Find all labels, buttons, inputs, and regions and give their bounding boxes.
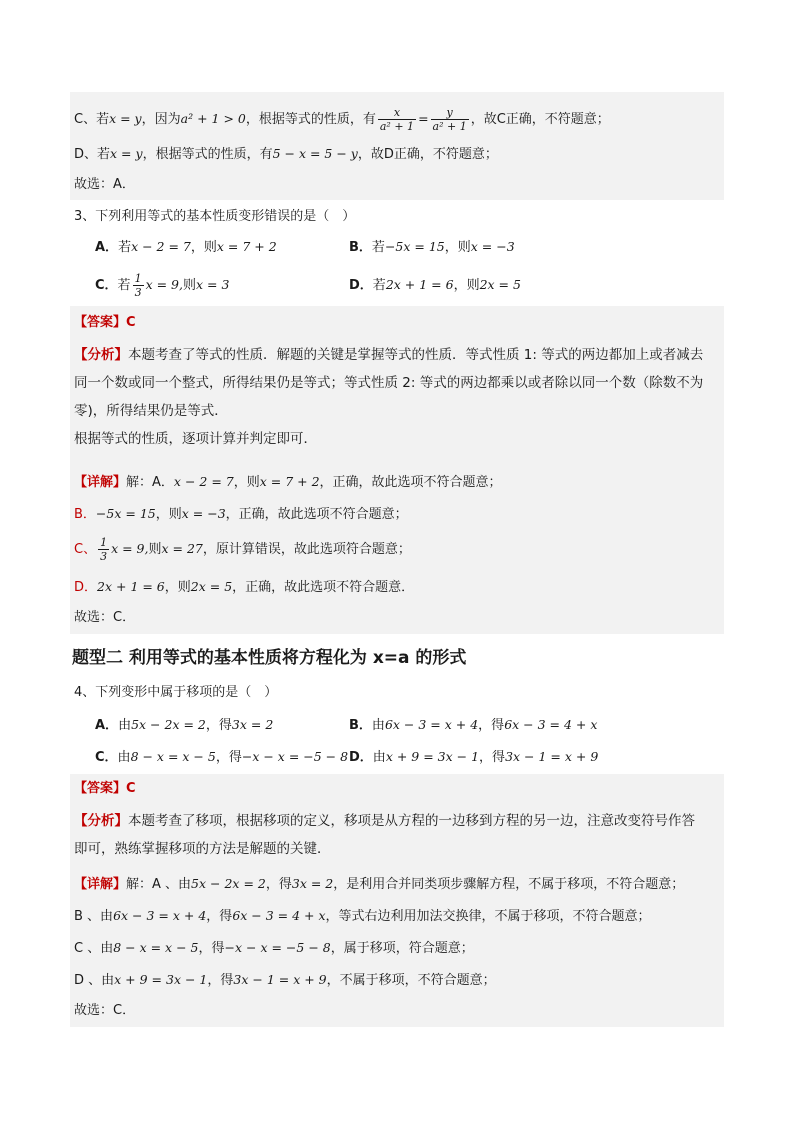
fraction: $\frac{y}{\text{a² + 1}}$	[432, 106, 467, 133]
q4-option-c: C．由8 − x = x − 5，得−x − x = −5 − 8	[95, 749, 349, 765]
section-heading: 题型二 利用等式的基本性质将方程化为 x=a 的形式	[72, 648, 467, 668]
prev-option-c-line: C、若x = y，因为a² + 1 > 0，根据等式的性质，有 $\frac{x}{\text{a² + 1}}$ = $\frac{y}{\text{a² + 1}}$ ，故C正确，不符题意；	[74, 106, 610, 133]
q3-option-b: B．若−5x = 15，则x = −3	[349, 239, 515, 255]
q4-detail-d: D 、由x + 9 = 3x − 1，得3x − 1 = x + 9，不属于移项，不符合题意；	[74, 972, 496, 988]
q3-detail-b: B．−5x = 15，则x = −3，正确，故此选项不符合题意；	[74, 506, 408, 522]
q3-choice: 故选：C．	[74, 610, 136, 625]
fraction: $\frac{1}{3}$	[100, 536, 108, 563]
q3-option-a: A．若x − 2 = 7，则x = 7 + 2	[95, 239, 277, 255]
q4-choice: 故选：C．	[74, 1003, 136, 1018]
prev-option-d-line: D、若x = y，根据等式的性质，有5 − x = 5 − y，故D正确，不符题意；	[74, 146, 498, 162]
q4-answer: 【答案】C	[74, 781, 136, 796]
q4-option-a: A．由5x − 2x = 2，得3x = 2	[95, 717, 274, 733]
q4-stem: 4、下列变形中属于移项的是（ ）	[74, 685, 278, 700]
q4-option-b: B．由6x − 3 = x + 4，得6x − 3 = 4 + x	[349, 717, 598, 733]
q3-detail-a: 【详解】解：A．x − 2 = 7，则x = 7 + 2，正确，故此选项不符合题意；	[74, 474, 502, 490]
q3-detail-c: C、 $\frac{1}{3}$ x = 9,则x = 27，原计算错误，故此选项符合题意；	[74, 536, 411, 563]
q3-analysis: 【分析】本题考查了等式的性质．解题的关键是掌握等式的性质．等式性质 1: 等式的两边都加上或者减去 同一个数或同一个整式，所得结果仍是等式；等式性质 2: 等式的两边都乘以或者除以同一个数（除数不为 零)，所得结果仍是等式． 根据等式的性质，逐项计算并判定即可．	[74, 347, 704, 447]
q4-detail-c: C 、由8 − x = x − 5，得−x − x = −5 − 8，属于移项，符合题意；	[74, 940, 474, 956]
q3-option-d: D．若2x + 1 = 6，则2x = 5	[349, 277, 521, 293]
q4-detail-a: 【详解】解：A 、由5x − 2x = 2，得3x = 2，是利用合并同类项步骤解方程，不属于移项，不符合题意；	[74, 876, 685, 892]
prev-choice-line: 故选：A．	[74, 177, 135, 192]
q3-stem: 3、下列利用等式的基本性质变形错误的是（ ）	[74, 209, 356, 224]
q3-answer: 【答案】C	[74, 315, 136, 330]
q3-option-c: C．若 $\frac{1}{3}$ x = 9,则x = 3	[95, 272, 230, 299]
fraction: $\frac{1}{3}$	[134, 272, 142, 299]
q3-detail-d: D．2x + 1 = 6，则2x = 5，正确，故此选项不符合题意．	[74, 579, 415, 595]
fraction: $\frac{x}{\text{a² + 1}}$	[379, 106, 415, 133]
q4-analysis: 【分析】本题考查了移项，根据移项的定义，移项是从方程的一边移到方程的另一边，注意改变符号作答 即可，熟练掌握移项的方法是解题的关键．	[74, 813, 695, 857]
q4-option-d: D．由x + 9 = 3x − 1，得3x − 1 = x + 9	[349, 749, 599, 765]
q4-detail-b: B 、由6x − 3 = x + 4，得6x − 3 = 4 + x，等式右边利用加法交换律，不属于移项，不符合题意；	[74, 908, 651, 924]
